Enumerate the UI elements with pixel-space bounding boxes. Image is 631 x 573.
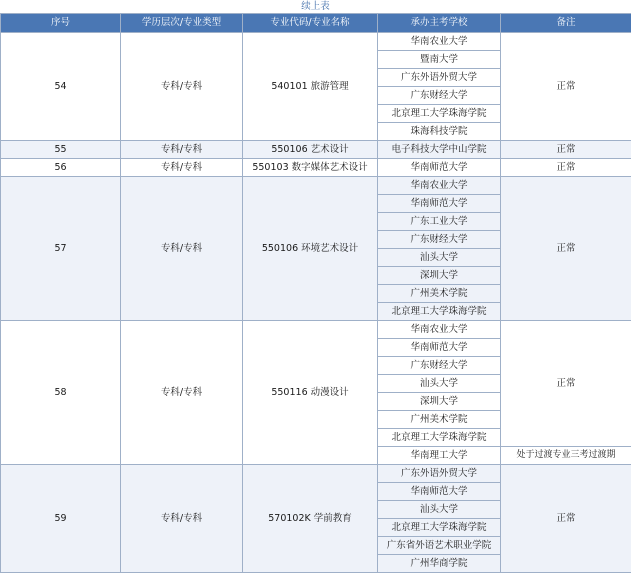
col-header-note: 备注 <box>501 14 631 33</box>
col-header-level: 学历层次/专业类型 <box>121 14 243 33</box>
major-code-name: 550103 数字媒体艺术设计 <box>243 159 378 177</box>
table-row <box>1 177 631 195</box>
school-cell: 深圳大学 <box>378 267 501 285</box>
school-cell: 广东财经大学 <box>378 231 501 249</box>
table-row <box>1 159 631 177</box>
note-cell: 正常 <box>501 465 631 573</box>
group-57 <box>1 177 631 321</box>
school-cell: 广东财经大学 <box>378 87 501 105</box>
col-header-school: 承办主考学校 <box>378 14 501 33</box>
school-cell: 广东省外语艺术职业学院 <box>378 537 501 555</box>
level-type: 专科/专科 <box>121 177 243 321</box>
table-row <box>1 141 631 159</box>
note-cell: 正常 <box>501 159 631 177</box>
group-56 <box>1 159 631 177</box>
school-cell: 广州美术学院 <box>378 411 501 429</box>
major-code-name: 570102K 学前教育 <box>243 465 378 573</box>
major-code-name: 550106 环境艺术设计 <box>243 177 378 321</box>
school-cell: 汕头大学 <box>378 375 501 393</box>
school-cell: 北京理工大学珠海学院 <box>378 303 501 321</box>
group-58 <box>1 321 631 465</box>
row-number: 58 <box>1 321 121 465</box>
level-type: 专科/专科 <box>121 33 243 141</box>
level-type: 专科/专科 <box>121 321 243 465</box>
major-code-name: 540101 旅游管理 <box>243 33 378 141</box>
group-59 <box>1 465 631 573</box>
group-54 <box>1 33 631 141</box>
school-cell: 华南师范大学 <box>378 159 501 177</box>
school-cell: 华南师范大学 <box>378 195 501 213</box>
school-cell: 广东外语外贸大学 <box>378 465 501 483</box>
note-cell: 正常 <box>501 141 631 159</box>
row-number: 55 <box>1 141 121 159</box>
note-cell: 正常 <box>501 177 631 321</box>
row-number: 54 <box>1 33 121 141</box>
school-cell: 华南农业大学 <box>378 33 501 51</box>
school-cell: 华南理工大学 <box>378 447 501 465</box>
group-55 <box>1 141 631 159</box>
school-cell: 北京理工大学珠海学院 <box>378 429 501 447</box>
note-cell: 处于过渡专业三考过渡期 <box>501 447 631 465</box>
school-cell: 广州美术学院 <box>378 285 501 303</box>
table-row <box>1 33 631 51</box>
table-caption: 续上表 <box>0 0 631 13</box>
school-cell: 广东外语外贸大学 <box>378 69 501 87</box>
school-cell: 电子科技大学中山学院 <box>378 141 501 159</box>
note-cell: 正常 <box>501 321 631 447</box>
school-cell: 华南农业大学 <box>378 321 501 339</box>
header-row <box>1 14 631 33</box>
school-cell: 汕头大学 <box>378 249 501 267</box>
row-number: 56 <box>1 159 121 177</box>
major-code-name: 550106 艺术设计 <box>243 141 378 159</box>
row-number: 57 <box>1 177 121 321</box>
school-cell: 广东工业大学 <box>378 213 501 231</box>
level-type: 专科/专科 <box>121 159 243 177</box>
col-header-major: 专业代码/专业名称 <box>243 14 378 33</box>
col-header-no: 序号 <box>1 14 121 33</box>
table-row <box>1 465 631 483</box>
school-cell: 广州华商学院 <box>378 555 501 573</box>
level-type: 专科/专科 <box>121 465 243 573</box>
school-cell: 汕头大学 <box>378 501 501 519</box>
major-code-name: 550116 动漫设计 <box>243 321 378 465</box>
school-cell: 珠海科技学院 <box>378 123 501 141</box>
school-cell: 广东财经大学 <box>378 357 501 375</box>
school-cell: 华南师范大学 <box>378 483 501 501</box>
school-cell: 华南农业大学 <box>378 177 501 195</box>
school-cell: 北京理工大学珠海学院 <box>378 519 501 537</box>
row-number: 59 <box>1 465 121 573</box>
school-cell: 北京理工大学珠海学院 <box>378 105 501 123</box>
major-table <box>0 13 631 573</box>
school-cell: 华南师范大学 <box>378 339 501 357</box>
note-cell: 正常 <box>501 33 631 141</box>
level-type: 专科/专科 <box>121 141 243 159</box>
table-row <box>1 321 631 339</box>
school-cell: 暨南大学 <box>378 51 501 69</box>
school-cell: 深圳大学 <box>378 393 501 411</box>
